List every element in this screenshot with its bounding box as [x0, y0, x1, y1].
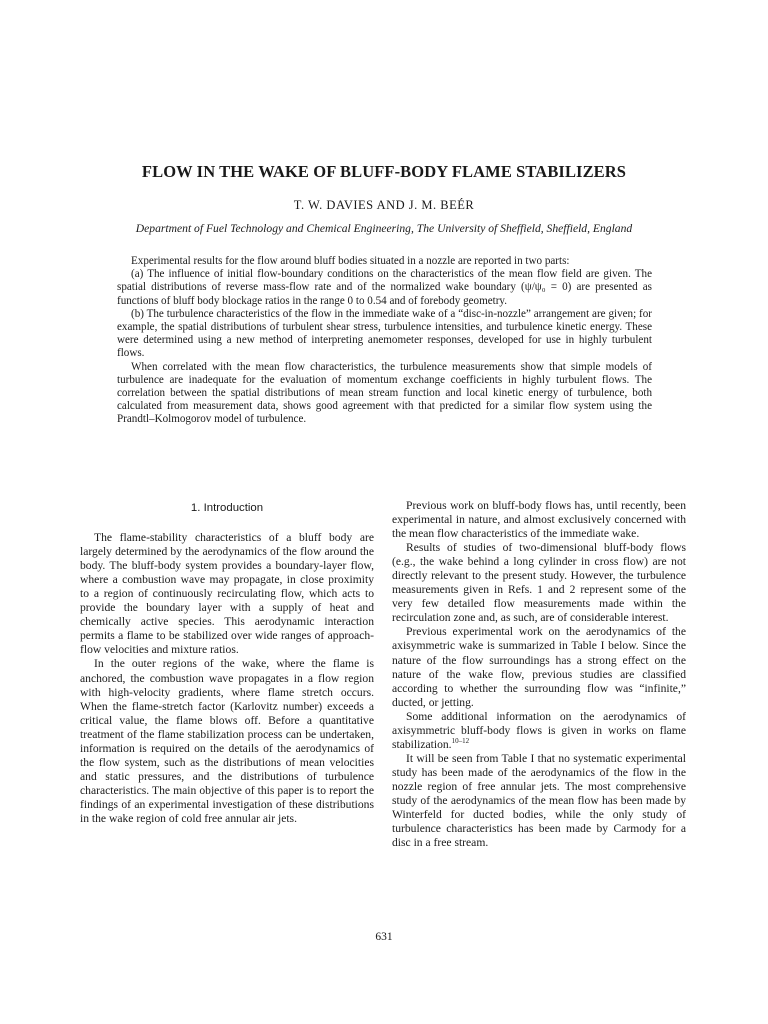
body-paragraph: It will be seen from Table I that no systematic experimental study has been made of the aerodynamics of the flow in the nozzle region of free annular jets. The most comprehensive study of the aerodynamics of the mean flow has been made by Winterfeld for ducted bodies, while the only study of turbulence characteristics has been made by Carmody for a disc in a free stream.	[392, 751, 686, 850]
section-heading: 1. Introduction	[190, 502, 264, 514]
page-number: 631	[375, 931, 393, 943]
body-paragraph: Previous experimental work on the aerodynamics of the axisymmetric wake is summarized in Table I below. Since the nature of the flow surroundings has a strong effect on the nature of the wake flow, previous studies are classified according to whether the surrounding flow was “infinite,” ducted, or jetting.	[392, 625, 686, 709]
body-paragraph: Results of studies of two-dimensional bluff-body flows (e.g., the wake behind a long cylinder in cross flow) are not directly relevant to the present study. However, the turbulence measurements given in Refs. 1 and 2 represent some of the very few detailed flow measurements made within the recirculation zone and, as such, are of considerable interest.	[392, 541, 686, 625]
left-column	[80, 500, 374, 826]
abstract-paragraph: When correlated with the mean flow characteristics, the turbulence measurements show that simple models of turbulence are inadequate for the evaluation of momentum exchange coefficients in highly turbulent flows. The correlation between the spatial distributions of mean stream function and local kinetic energy of turbulence, both calculated from measurement data, shows good agreement with that predicted for a similar flow system using the Prandtl–Kolmogorov model of turbulence.	[117, 360, 652, 426]
abstract-paragraph: Experimental results for the flow around bluff bodies situated in a nozzle are reported in two parts:	[131, 255, 570, 267]
paragraph-text: Some additional information on the aerodynamics of axisymmetric bluff-body flows is given in works on flame stabilization.	[392, 709, 686, 751]
body-paragraph	[392, 710, 686, 752]
paper-title: FLOW IN THE WAKE OF BLUFF-BODY FLAME STABILIZERS	[141, 162, 627, 181]
affiliation: Department of Fuel Technology and Chemical Engineering, The University of Sheffield, Sheffield, England	[135, 222, 633, 235]
body-paragraph: Previous work on bluff-body flows has, until recently, been experimental in nature, and almost exclusively concerned with the mean flow characteristics of the immediate wake.	[392, 499, 686, 541]
body-paragraph: In the outer regions of the wake, where the flame is anchored, the combustion wave propagates in a flow region with high-velocity gradients, where flame stretch occurs. When the flame-stretch factor (Karlovitz number) exceeds a critical value, the flame blows off. Before a quantitative treatment of the flame stabilization process can be undertaken, information is required on the details of the aerodynamics of the flow system, such as the distributions of mean velocities and static pressures, and the distributions of turbulence characteristics. The main objective of this paper is to report the findings of an experimental investigation of these distributions in the wake region of cold free annular air jets.	[80, 657, 374, 825]
right-column	[392, 499, 686, 850]
body-paragraph: The flame-stability characteristics of a bluff body are largely determined by the aerodynamics of the flow around the body. The bluff-body system provides a boundary-layer flow, where a combustion wave may propagate, in close proximity to a region of continuously recirculating flow, which acts to provide the boundary layer with a supply of heat and chemically active species. This aerodynamic interaction permits a flame to be stabilized over wide ranges of approach-flow velocities and mixture ratios.	[80, 531, 374, 657]
abstract	[117, 255, 652, 427]
authors: T. W. DAVIES AND J. M. BEÉR	[293, 198, 475, 212]
abstract-paragraph: (b) The turbulence characteristics of the flow in the immediate wake of a “disc-in-nozzle” arrangement are given; for example, the spatial distributions of turbulent shear stress, turbulence intensities, and turbulence kinetic energy. These were determined using a new method of interpreting anemometer responses, developed for use in highly turbulent flows.	[117, 307, 652, 360]
reference-superscript: 10–12	[451, 736, 470, 745]
abstract-paragraph: (a) The influence of initial flow-boundary conditions on the characteristics of the mean flow field are given. The spatial distributions of reverse mass-flow rate and of the normalized wake boundary (ψ/ψ₀ = 0) are presented as functions of bluff body blockage ratios in the range 0 to 0.54 and of forebody geometry.	[117, 268, 652, 307]
